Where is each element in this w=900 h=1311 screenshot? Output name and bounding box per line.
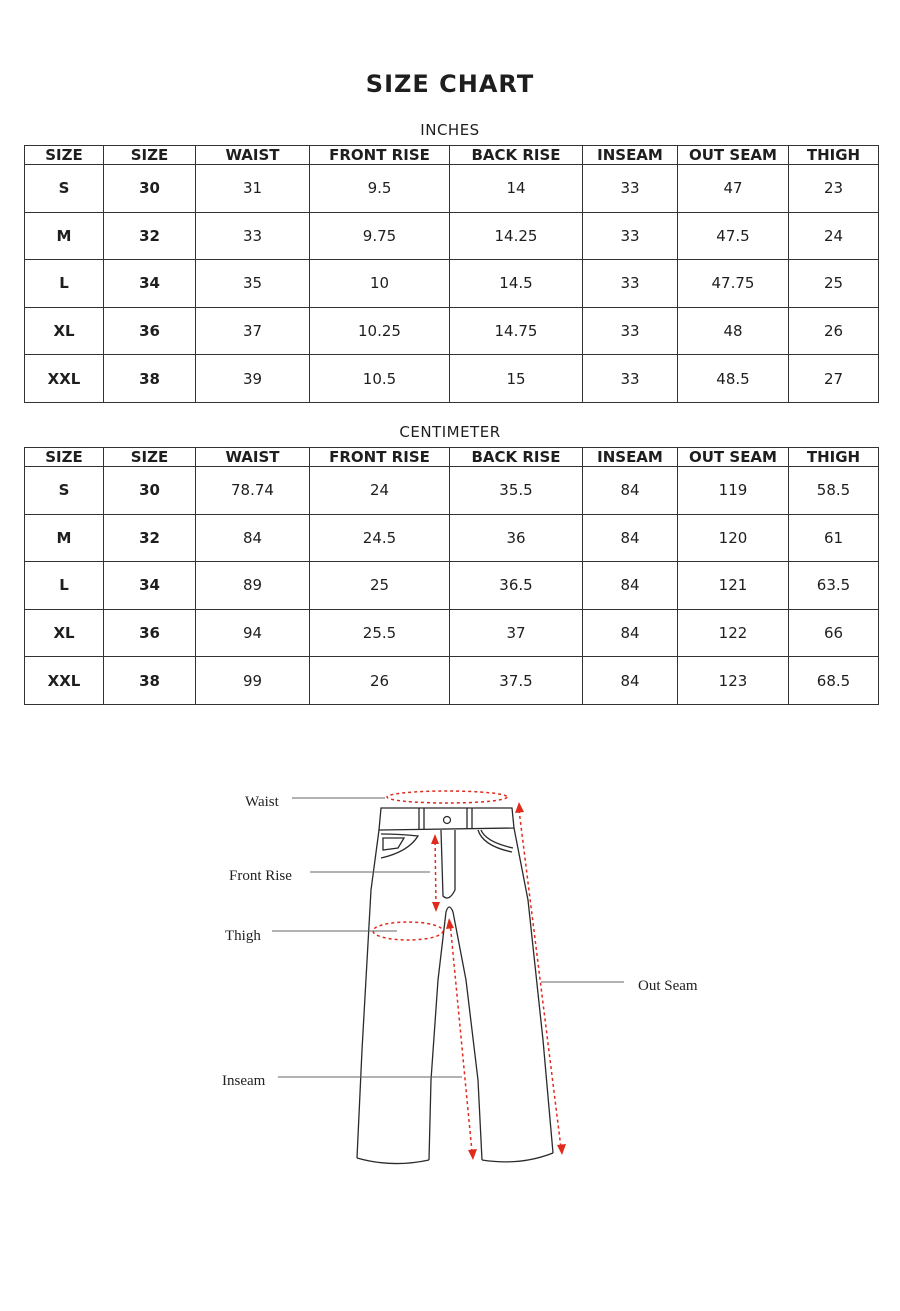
table-cell: 33 bbox=[583, 165, 678, 213]
table-cell: 33 bbox=[583, 355, 678, 403]
column-header: OUT SEAM bbox=[678, 448, 789, 467]
table-cell: 84 bbox=[583, 657, 678, 705]
table-cell: 38 bbox=[104, 657, 196, 705]
arrow-down-icon bbox=[557, 1144, 566, 1155]
column-header: FRONT RISE bbox=[310, 146, 450, 165]
button-icon bbox=[444, 817, 451, 824]
table-cell: 36 bbox=[450, 514, 583, 562]
table-cell: XXL bbox=[25, 657, 104, 705]
table-cell: 10 bbox=[310, 260, 450, 308]
front-rise-guide bbox=[435, 836, 436, 906]
table-cell: 84 bbox=[583, 467, 678, 515]
table-cell: 63.5 bbox=[789, 562, 879, 610]
column-header: BACK RISE bbox=[450, 146, 583, 165]
column-header: INSEAM bbox=[583, 146, 678, 165]
table-cell: 84 bbox=[583, 609, 678, 657]
centimeter-table bbox=[24, 447, 879, 705]
table-cell: 47.75 bbox=[678, 260, 789, 308]
table-cell: 15 bbox=[450, 355, 583, 403]
table-cell: 37.5 bbox=[450, 657, 583, 705]
inches-table bbox=[24, 145, 879, 403]
table-cell: 25 bbox=[310, 562, 450, 610]
table-cell: 24 bbox=[789, 212, 879, 260]
table-cell: 48 bbox=[678, 307, 789, 355]
measurement-diagram bbox=[0, 740, 900, 1220]
out-seam-label: Out Seam bbox=[638, 978, 698, 994]
table-cell: 33 bbox=[583, 260, 678, 308]
arrow-down-icon bbox=[468, 1149, 477, 1160]
table-row bbox=[25, 260, 879, 308]
inseam-label: Inseam bbox=[222, 1073, 266, 1089]
waist-guide bbox=[387, 791, 507, 803]
table-cell: 24 bbox=[310, 467, 450, 515]
table-cell: 33 bbox=[583, 212, 678, 260]
table-cell: 99 bbox=[196, 657, 310, 705]
centimeter-table-label: CENTIMETER bbox=[399, 423, 501, 441]
table-cell: 47 bbox=[678, 165, 789, 213]
column-header: THIGH bbox=[789, 448, 879, 467]
column-header: SIZE bbox=[25, 448, 104, 467]
table-row bbox=[25, 355, 879, 403]
table-cell: M bbox=[25, 514, 104, 562]
table-cell: 120 bbox=[678, 514, 789, 562]
table-cell: 68.5 bbox=[789, 657, 879, 705]
table-cell: 9.5 bbox=[310, 165, 450, 213]
table-cell: 14.75 bbox=[450, 307, 583, 355]
page-title: SIZE CHART bbox=[365, 70, 535, 98]
leader-lines bbox=[272, 798, 624, 1077]
table-cell: 48.5 bbox=[678, 355, 789, 403]
table-cell: 121 bbox=[678, 562, 789, 610]
arrow-up-icon bbox=[515, 802, 524, 813]
column-header: FRONT RISE bbox=[310, 448, 450, 467]
table-cell: 84 bbox=[583, 562, 678, 610]
table-cell: 35 bbox=[196, 260, 310, 308]
table-cell: 36 bbox=[104, 609, 196, 657]
column-header: BACK RISE bbox=[450, 448, 583, 467]
front-rise-label: Front Rise bbox=[229, 868, 292, 884]
column-header: SIZE bbox=[25, 146, 104, 165]
table-cell: 9.75 bbox=[310, 212, 450, 260]
table-row bbox=[25, 514, 879, 562]
thigh-label: Thigh bbox=[225, 928, 261, 944]
header-row bbox=[25, 448, 879, 467]
table-cell: 78.74 bbox=[196, 467, 310, 515]
column-header: THIGH bbox=[789, 146, 879, 165]
table-cell: 119 bbox=[678, 467, 789, 515]
table-cell: 25 bbox=[789, 260, 879, 308]
jeans-illustration bbox=[0, 740, 900, 1220]
table-cell: 26 bbox=[310, 657, 450, 705]
table-cell: 10.25 bbox=[310, 307, 450, 355]
table-cell: L bbox=[25, 260, 104, 308]
table-cell: 35.5 bbox=[450, 467, 583, 515]
table-cell: 24.5 bbox=[310, 514, 450, 562]
table-cell: 36.5 bbox=[450, 562, 583, 610]
table-row bbox=[25, 657, 879, 705]
column-header: WAIST bbox=[196, 146, 310, 165]
header-row bbox=[25, 146, 879, 165]
column-header: INSEAM bbox=[583, 448, 678, 467]
column-header: WAIST bbox=[196, 448, 310, 467]
arrow-up-icon bbox=[446, 918, 454, 929]
table-cell: L bbox=[25, 562, 104, 610]
table-cell: 37 bbox=[196, 307, 310, 355]
waist-label: Waist bbox=[245, 794, 279, 810]
table-cell: XL bbox=[25, 609, 104, 657]
table-cell: 32 bbox=[104, 514, 196, 562]
table-cell: 14 bbox=[450, 165, 583, 213]
table-cell: 66 bbox=[789, 609, 879, 657]
arrow-up-icon bbox=[431, 834, 439, 844]
table-row bbox=[25, 307, 879, 355]
table-row bbox=[25, 609, 879, 657]
table-cell: 33 bbox=[196, 212, 310, 260]
table-cell: 31 bbox=[196, 165, 310, 213]
table-cell: 14.25 bbox=[450, 212, 583, 260]
table-cell: S bbox=[25, 165, 104, 213]
table-cell: S bbox=[25, 467, 104, 515]
table-cell: M bbox=[25, 212, 104, 260]
table-cell: 123 bbox=[678, 657, 789, 705]
table-cell: 84 bbox=[583, 514, 678, 562]
table-cell: 39 bbox=[196, 355, 310, 403]
arrow-down-icon bbox=[432, 902, 440, 912]
table-row bbox=[25, 562, 879, 610]
table-cell: 23 bbox=[789, 165, 879, 213]
column-header: SIZE bbox=[104, 448, 196, 467]
column-header: SIZE bbox=[104, 146, 196, 165]
table-cell: 34 bbox=[104, 562, 196, 610]
table-cell: 30 bbox=[104, 165, 196, 213]
table-cell: 84 bbox=[196, 514, 310, 562]
table-cell: 89 bbox=[196, 562, 310, 610]
table-cell: 10.5 bbox=[310, 355, 450, 403]
table-cell: 33 bbox=[583, 307, 678, 355]
table-cell: 38 bbox=[104, 355, 196, 403]
measurement-guides bbox=[373, 791, 566, 1160]
table-cell: 14.5 bbox=[450, 260, 583, 308]
table-cell: 122 bbox=[678, 609, 789, 657]
table-cell: 32 bbox=[104, 212, 196, 260]
jeans-outline bbox=[357, 808, 553, 1164]
table-cell: 61 bbox=[789, 514, 879, 562]
table-cell: 47.5 bbox=[678, 212, 789, 260]
table-cell: 34 bbox=[104, 260, 196, 308]
table-cell: XL bbox=[25, 307, 104, 355]
table-cell: 30 bbox=[104, 467, 196, 515]
table-row bbox=[25, 212, 879, 260]
table-row bbox=[25, 467, 879, 515]
table-cell: XXL bbox=[25, 355, 104, 403]
table-cell: 94 bbox=[196, 609, 310, 657]
table-cell: 58.5 bbox=[789, 467, 879, 515]
inches-table-label: INCHES bbox=[420, 121, 480, 139]
table-cell: 36 bbox=[104, 307, 196, 355]
table-row bbox=[25, 165, 879, 213]
table-cell: 25.5 bbox=[310, 609, 450, 657]
out-seam-guide bbox=[519, 810, 561, 1148]
table-cell: 26 bbox=[789, 307, 879, 355]
table-cell: 27 bbox=[789, 355, 879, 403]
column-header: OUT SEAM bbox=[678, 146, 789, 165]
table-cell: 37 bbox=[450, 609, 583, 657]
